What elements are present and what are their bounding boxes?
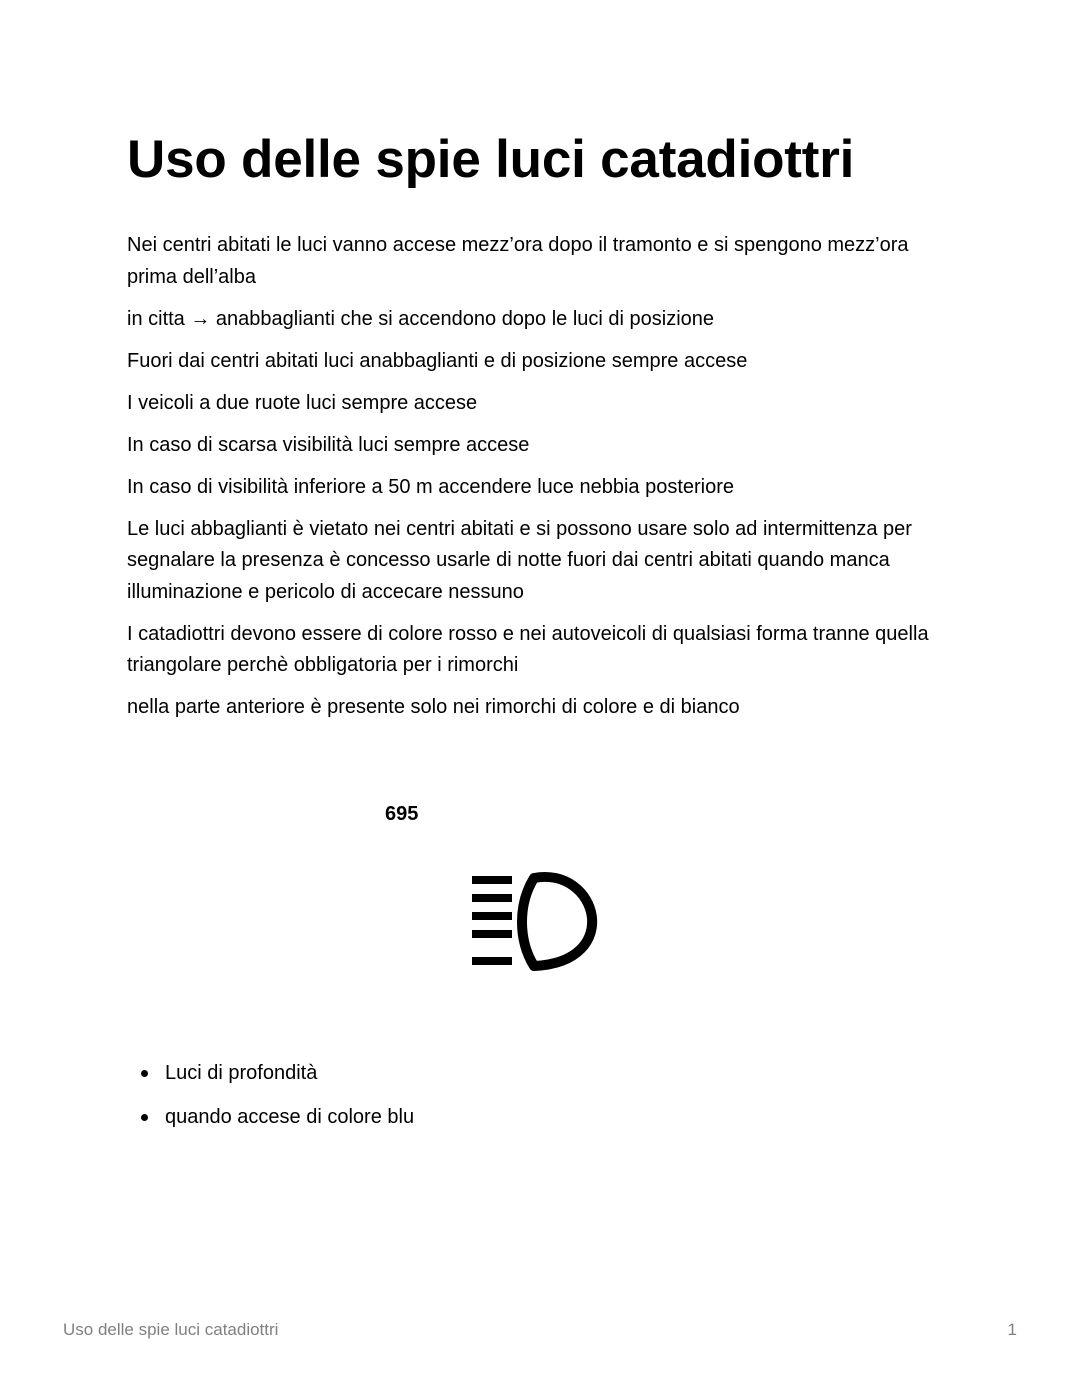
page-title: Uso delle spie luci catadiottri [127,130,855,189]
paragraph: Nei centri abitati le luci vanno accese mezz’ora dopo il tramonto e si spengono mezz’ora prima dell’alba [127,234,909,288]
list-item [127,1058,414,1090]
paragraph: nella parte anteriore è presente solo nei rimorchi di colore e di bianco [127,696,740,718]
paragraph: In caso di scarsa visibilità luci sempre accese [127,433,530,456]
list-item [127,1102,414,1134]
paragraph: I veicoli a due ruote luci sempre accese [127,391,478,414]
bullet-icon [141,1114,148,1121]
body-text [127,230,937,734]
paragraph: I catadiottri devono essere di colore rosso e nei autoveicoli di qualsiasi forma tranne quella triangolare perchè obbligatoria per i rimorchi [127,622,929,676]
high-beam-headlight-icon [470,870,614,972]
footer-page-number: 1 [1007,1320,1017,1339]
bullet-list [127,1058,414,1146]
figure-number: 695 [385,803,419,825]
paragraph: Le luci abbaglianti è vietato nei centri abitati e si possono usare solo ad intermittenza per segnalare la presenza è concesso usarle di notte fuori dai centri abitati quando manca illuminazione e pericolo di accecare nessuno [127,517,912,603]
paragraph: Fuori dai centri abitati luci anabbaglianti e di posizione sempre accese [127,349,748,372]
paragraph: in citta → anabbaglianti che si accendono dopo le luci di posizione [127,307,715,330]
paragraph: In caso di visibilità inferiore a 50 m accendere luce nebbia posteriore [127,475,735,498]
footer-title: Uso delle spie luci catadiottri [63,1320,279,1339]
list-item-text: quando accese di colore blu [165,1106,415,1128]
list-item-text: Luci di profondità [165,1062,318,1084]
bullet-icon [141,1070,148,1077]
